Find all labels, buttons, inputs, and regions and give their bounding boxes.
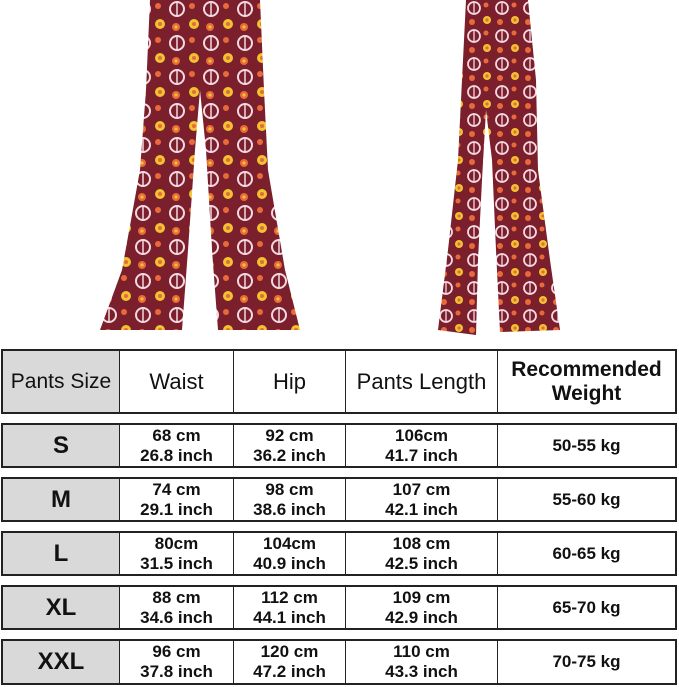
header-pants-size: Pants Size [3,351,120,412]
waist-inch: 31.5 inch [140,553,213,573]
waist-cm: 88 cm [152,587,201,607]
length-cell [346,479,498,520]
waist-cm: 68 cm [152,425,201,445]
table-header-row [1,349,677,414]
weight-cell: 70-75 kg [552,652,621,671]
length-cm: 106cm [395,425,448,445]
waist-cm: 74 cm [152,479,201,499]
length-cm: 107 cm [392,479,451,499]
waist-cm: 96 cm [152,642,201,661]
size-cell: L [3,533,120,574]
table-row [1,639,677,685]
length-inch: 41.7 inch [385,445,458,465]
hip-cm: 92 cm [265,425,314,445]
flared-pants-side-image [438,0,568,340]
length-inch: 42.1 inch [385,499,458,519]
length-cell [346,587,498,628]
table-row [1,423,677,468]
waist-cell [120,425,234,466]
table-row [1,585,677,630]
hip-inch: 47.2 inch [253,662,326,681]
table-row [1,477,677,522]
header-recommended-weight [498,351,675,412]
length-cm: 109 cm [392,587,451,607]
waist-cell [120,587,234,628]
weight-cell: 60-65 kg [552,543,621,563]
waist-inch: 34.6 inch [140,607,213,627]
weight-cell: 55-60 kg [552,489,621,509]
waist-inch: 26.8 inch [140,445,213,465]
length-cell [346,533,498,574]
length-inch: 42.9 inch [385,607,458,627]
hip-cell [234,533,346,574]
hip-cell [234,479,346,520]
waist-cell [120,641,234,683]
waist-cell [120,479,234,520]
header-hip: Hip [234,351,346,412]
hip-inch: 36.2 inch [253,445,326,465]
hip-cell [234,425,346,466]
hip-cm: 120 cm [260,642,319,661]
waist-cm: 80cm [154,533,199,553]
size-cell: XL [3,587,120,628]
length-inch: 42.5 inch [385,553,458,573]
weight-cell: 65-70 kg [552,597,621,617]
length-cell [346,641,498,683]
hip-inch: 40.9 inch [253,553,326,573]
length-cm: 110 cm [393,642,450,661]
hip-cm: 112 cm [261,587,318,607]
hip-cell [234,641,346,683]
waist-inch: 37.8 inch [140,662,213,681]
length-cell [346,425,498,466]
header-weight-line2: Weight [551,381,622,405]
hip-inch: 44.1 inch [253,607,326,627]
hip-cell [234,587,346,628]
length-inch: 43.3 inch [385,662,458,681]
header-weight-line1: Recommended [511,357,662,381]
hip-cm: 104cm [263,533,316,553]
hip-cm: 98 cm [265,479,314,499]
length-cm: 108 cm [392,533,451,553]
size-cell: S [3,425,120,466]
size-cell: M [3,479,120,520]
header-waist: Waist [120,351,234,412]
size-cell: XXL [3,641,120,683]
hip-inch: 38.6 inch [253,499,326,519]
waist-inch: 29.1 inch [140,499,213,519]
header-pants-length: Pants Length [346,351,498,412]
weight-cell: 50-55 kg [552,435,621,455]
flared-pants-front-image [100,0,310,345]
table-row [1,531,677,576]
waist-cell [120,533,234,574]
